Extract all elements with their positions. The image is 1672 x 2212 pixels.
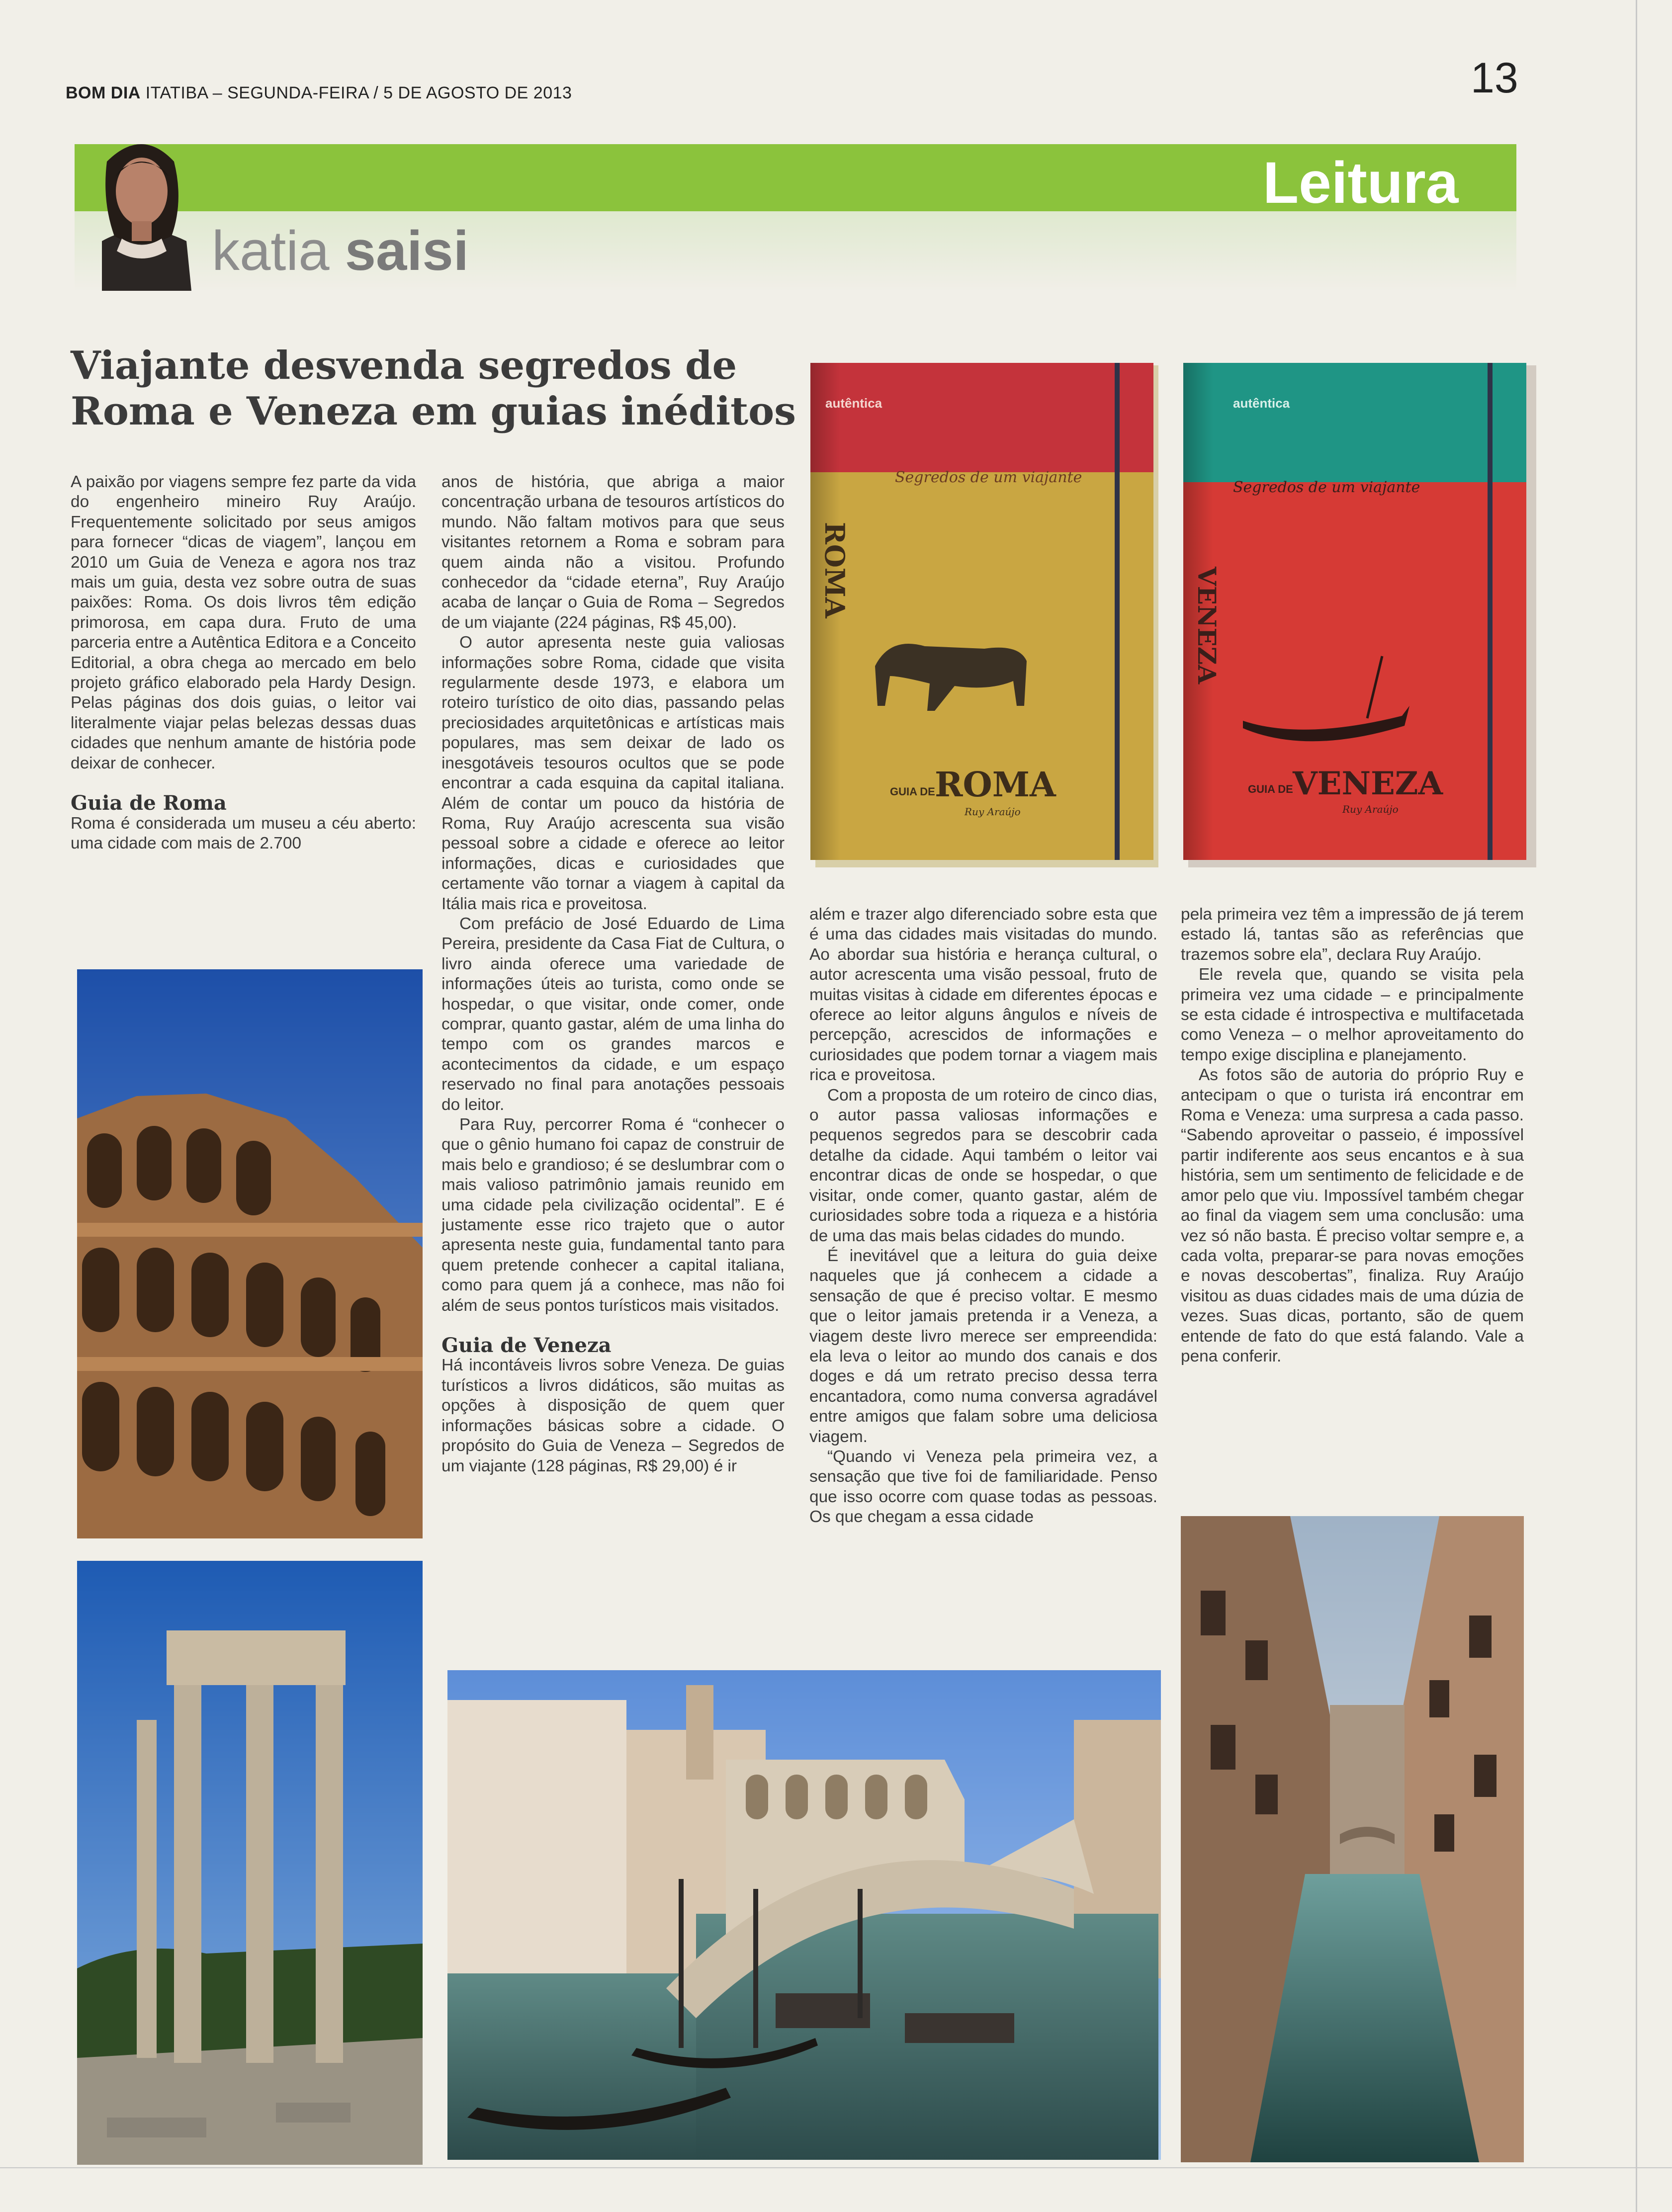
book-veneza-spine-title: VENEZA <box>1192 567 1222 684</box>
article-column-3 <box>809 905 1157 1528</box>
book-veneza-subtitle: Segredos de um viajante <box>1233 479 1420 496</box>
edition-date: ITATIBA – SEGUNDA-FEIRA / 5 DE AGOSTO DE 2013 <box>145 84 572 102</box>
article-column-2 <box>441 472 785 1476</box>
article-column-1 <box>71 472 416 853</box>
article-paragraph: “Quando vi Veneza pela primeira vez, a sensação que tive foi de familiaridade. Penso que isso ocorre com quase todas as pessoas. Os que chegam a essa cidade <box>809 1447 1157 1527</box>
book-roma-spine-title: ROMA <box>819 522 851 618</box>
section-title: Leitura <box>1263 150 1459 216</box>
columnist-first-name: katia <box>212 220 330 282</box>
article-paragraph: O autor apresenta neste guia valiosas informações sobre Roma, cidade que visita regularmente desde 1973, e elabora um roteiro turístico de oito dias, passando pelas preciosidades arquitetônicas e artísticas mais populares, mas sem deixar de lado os inesgotáveis tesouros ocultos que se pode encontrar a cada esquina da capital italiana. Além de contar um pouco da história de Roma, Ruy Araújo acrescenta sua visão pessoal sobre a cidade e oferece ao leitor informações, dicas e curiosidades que certamente vão tornar a viagem à capital da Itália mais rica e proveitosa. <box>441 633 785 913</box>
book-roma-publisher: autêntica <box>825 396 882 411</box>
article-paragraph: Roma é considerada um museu a céu aberto: uma cidade com mais de 2.700 <box>71 814 416 852</box>
article-paragraph: Para Ruy, percorrer Roma é “conhecer o que o gênio humano foi capaz de construir de mais belo e grandioso; é se deslumbrar com o mais valioso patrimônio jamais reunido em uma cidade pela civilização ocidental”. E é justamente esse rico trajeto que o autor apresenta neste guia, fundamental tanto para quem pretende conhecer a capital italiana, como para quem já a conhece, mas não foi além de seus pontos turísticos mais visitados. <box>441 1115 785 1315</box>
folio-line <box>66 84 572 103</box>
page-number: 13 <box>1471 54 1518 102</box>
book-veneza-title: VENEZA <box>1293 765 1443 802</box>
columnist-name <box>212 219 469 283</box>
book-roma-prefix: GUIA DE <box>890 785 935 798</box>
bottom-rule <box>0 2167 1672 2168</box>
article-paragraph: As fotos são de autoria do próprio Ruy e antecipam o que o turista irá encontrar em Roma e Veneza: uma surpresa a cada passo. “Sabendo aproveitar o passeio, é impossível partir indiferente aos seus encantos e à sua história, sem um sentimento de felicidade e de amor pelo que viu. Impossível também chegar ao final da viagem sem uma conclusão: uma vez só não basta. É preciso voltar sempre e, a cada volta, preparar-se para novas emoções e novas descobertas”, finaliza. Ruy Araújo visitou as duas cidades mais de uma dúzia de vezes. Suas dicas, portanto, são de quem entende de fato do que está falando. Vale a pena conferir. <box>1181 1066 1524 1365</box>
article-paragraph: anos de história, que abriga a maior concentração urbana de tesouros artísticos do mundo. Não faltam motivos para que seus visitantes retornem a Roma e sobram para quem ainda não a visitou. Profundo conhecedor da “cidade eterna”, Ruy Araújo acaba de lançar o Guia de Roma – Segredos de um viajante (224 páginas, R$ 45,00). <box>441 473 785 632</box>
subhead-guia-de-roma: Guia de Roma <box>71 791 227 815</box>
book-roma-author: Ruy Araújo <box>965 806 1021 818</box>
book-veneza-publisher: autêntica <box>1233 396 1290 411</box>
article-column-4 <box>1181 905 1524 1366</box>
rialto-bridge-photo <box>447 1670 1161 2160</box>
article-paragraph: É inevitável que a leitura do guia deixe naqueles que já conhecem a cidade a sensação de que é preciso voltar. E mesmo que o leitor jamais pretenda ir a Veneza, a viagem deste livro merece ser empreendida: ela leva o leitor ao mundo dos canais e dos doges e dá um retrato preciso dessa terra encantadora, como numa conversa agradável entre amigos que falam sobre uma deliciosa viagem. <box>809 1246 1157 1446</box>
page-edge-rule <box>1636 0 1637 2212</box>
article-headline <box>71 343 816 434</box>
book-roma-top <box>810 363 1153 472</box>
article-paragraph: pela primeira vez têm a impressão de já terem estado lá, tantas são as referências que trazemos sobre ela”, declara Ruy Araújo. <box>1181 905 1524 964</box>
book-veneza <box>1183 363 1536 867</box>
columnist-last-name: saisi <box>345 220 469 282</box>
article-paragraph: Há incontáveis livros sobre Veneza. De guias turísticos a livros didáticos, são muitas as opções à disposição de quem quer informações básicas sobre a cidade. O propósito do Guia de Veneza – Segredos de um viajante (128 páginas, R$ 29,00) é ir <box>441 1356 785 1475</box>
article-paragraph: Ele revela que, quando se visita pela primeira vez uma cidade – e principalmente se esta cidade é introspectiva e multifacetada como Veneza – o melhor aproveitamento do tempo exige disciplina e planejamento. <box>1181 965 1524 1064</box>
article-paragraph: A paixão por viagens sempre fez parte da vida do engenheiro mineiro Ruy Araújo. Frequentemente solicitado por seus amigos para fornecer “dicas de viagem”, lançou em 2010 um Guia de Veneza e agora nos traz mais um guia, desta vez sobre outra de suas paixões: Roma. Os dois livros têm edição primorosa, em capa dura. Fruto de uma parceria entre a Autêntica Editora e a Conceito Editorial, a obra chega ao mercado em belo projeto gráfico elaborado pela Hardy Design. Pelas páginas dos dois guias, o leitor vai literalmente viajar pelas belezas dessas duas cidades que nenhum amante de história pode deixar de conhecer. <box>71 473 416 772</box>
book-veneza-top <box>1183 363 1526 482</box>
book-roma-subtitle: Segredos de um viajante <box>895 469 1082 486</box>
subhead-guia-de-veneza: Guia de Veneza <box>441 1334 612 1358</box>
colosseum-photo <box>77 969 423 1538</box>
venice-canal-photo <box>1181 1516 1524 2162</box>
article-paragraph: Com a proposta de um roteiro de cinco dias, o autor passa valiosas informações e pequenos segredos para se descobrir cada detalhe da cidade. Aqui também o leitor vai encontrar dicas de onde se hospedar, o que visitar, onde comer, quanto gastar, além de curiosidades sobre toda a riqueza e a história de uma das mais belas cidades do mundo. <box>809 1086 1157 1245</box>
article-paragraph: além e trazer algo diferenciado sobre esta que é uma das cidades mais visitadas do mundo. Ao abordar sua história e herança cultural, o autor acrescenta uma visão pessoal, fruto de muitas visitas à cidade em diferentes épocas e oferece ao leitor alguns ângulos e níveis de percepção, acrescidos de informações e curiosidades que podem tornar a viagem mais rica e proveitosa. <box>809 905 1157 1085</box>
headline-line-2: Roma e Veneza em guias inéditos <box>71 389 796 434</box>
book-roma-title: ROMA <box>935 765 1056 805</box>
book-veneza-prefix: GUIA DE <box>1248 783 1293 795</box>
newspaper-brand: BOM DIA <box>66 84 141 102</box>
forum-columns-photo <box>77 1561 423 2165</box>
book-covers <box>805 358 1551 875</box>
headline-line-1: Viajante desvenda segredos de <box>71 343 737 388</box>
book-veneza-author: Ruy Araújo <box>1342 803 1399 815</box>
article-paragraph: Com prefácio de José Eduardo de Lima Pereira, presidente da Casa Fiat de Cultura, o livro ainda oferece uma variedade de informações úteis ao turista, como onde se hospedar, o que visitar, onde comer, onde comprar, quanto gastar, além de uma linha do tempo com os grandes marcos e acontecimentos da cidade, e um espaço reservado no final para anotações pessoais do leitor. <box>441 914 785 1114</box>
book-roma <box>810 363 1158 867</box>
columnist-portrait <box>67 117 216 291</box>
